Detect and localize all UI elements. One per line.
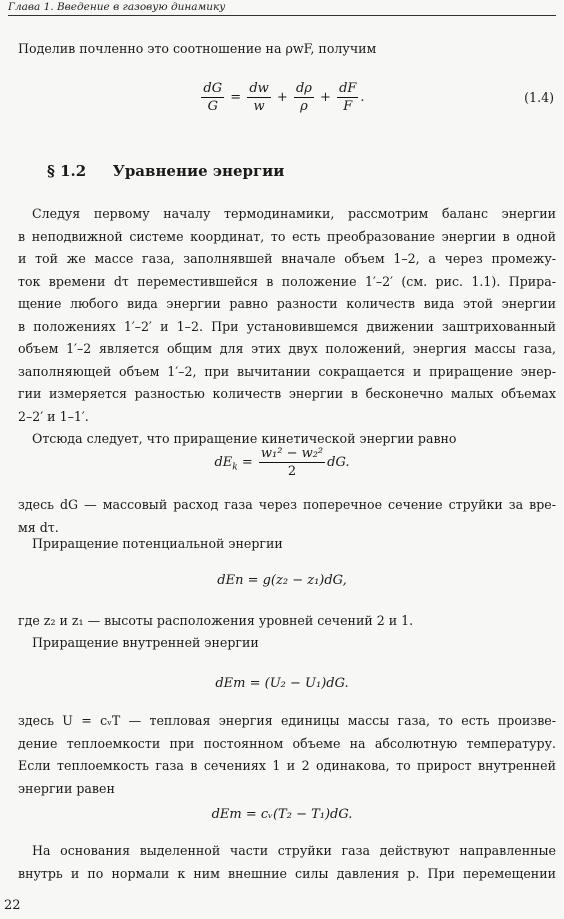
paragraph-pressure-forces [18,840,556,885]
running-title: Глава 1. Введение в газовую динамику [8,1,226,13]
section-heading [47,162,284,180]
text-line: гии измеряется разностью количеств энергии в бесконечно малых объемах [18,386,556,401]
eq1-lhs-num: dG [203,81,223,96]
text-line: Если теплоемкость газа в сечениях 1 и 2 одинакова, то прирост внутренней [18,758,556,773]
potential-intro: Приращение потенциальной энергии [32,536,283,551]
fraction-lhs [201,80,224,115]
eq2-num: w₁² − w₂² [260,446,324,461]
text-line: мя dτ. [18,519,59,535]
paragraph-heat-energy [18,710,556,800]
kinetic-intro: Отсюда следует, что приращение кинетической энергии равно [32,431,457,446]
equation-potential: dEп = g(z₂ − z₁)dG, [217,573,347,588]
text-line: здесь U = cᵥT — тепловая энергия единицы массы газа, то есть произве- [18,713,556,728]
eq1-t1-den: w [253,99,265,114]
text-line: и той же массе газа, заполнявшей вначале объем 1–2, а через промежу- [18,251,556,266]
eq1-t2-den: ρ [300,99,308,114]
eq1-t3-den: F [343,99,353,114]
intro-line: Поделив почленно это соотношение на ρwF, получим [18,41,377,56]
equation-1-4: $\frac{dG}{G}$ = $\frac{dw}{w}$ + $\frac{d\rho}{\rho}$ + $\frac{dF}{F}$ . (1.4) [203,81,554,114]
text-line: в положениях 1′–2′ и 1–2. При установившемся движении заштрихованный [18,318,556,334]
eq2-lhs-sub: k [232,462,238,473]
paragraph-energy-balance [18,203,556,428]
eq1-lhs-den: G [207,99,218,114]
text-line: дение теплоемкости при постоянном объеме на абсолютную температуру. [18,735,556,751]
section-number: § 1.2 [47,162,87,180]
text-line: 2–2′ и 1–1′. [18,408,89,424]
eq1-t3-num: dF [339,81,357,96]
text-line: энергии равен [18,780,115,796]
text-line: объем 1′–2 является общим для этих двух положений, энергия массы газа, [18,341,556,356]
text-line: в неподвижной системе координат, то есть преобразование энергии в одной [18,228,556,244]
eq1-t2-num: dρ [295,81,312,96]
text-line: ток времени dτ переместившейся в положение 1′–2′ (см. рис. 1.1). Прира- [18,273,556,289]
equation-kinetic: $dE_k$ = $\frac{\text{w₁² − w₂²}}{2}$ dG. [214,446,350,479]
fraction-t1 [247,80,270,115]
equation-number: (1.4) [524,90,554,105]
text-line: внутрь и по нормали к ним внешние силы давления p. При перемещении [18,865,556,881]
eq2-rhs: dG. [327,455,350,470]
text-line: заполняющей объем 1′–2, при вычитании сокращается и приращение энер- [18,363,556,379]
page-number: 22 [4,898,21,913]
text-line: щение любого вида энергии равно разности количеств вида этой энергии [18,296,556,311]
text-line: На основания выделенной части струйки газа действуют направленные [32,843,556,858]
equation-internal-cv: dEm = cᵥ(T₂ − T₁)dG. [211,807,353,822]
running-header [8,0,556,16]
eq1-t1-num: dw [249,81,269,96]
internal-intro: Приращение внутренней энергии [32,635,259,650]
eq2-lhs: dE [214,455,233,470]
heights-line: где z₂ и z₁ — высоты расположения уровней сечений 2 и 1. [18,613,414,628]
eq2-den: 2 [287,464,297,479]
text-line: здесь dG — массовый расход газа через поперечное сечение струйки за вре- [18,497,556,512]
fraction-t3 [337,80,358,115]
text-line: Следуя первому началу термодинамики, рассмотрим баланс энергии [32,206,556,221]
fraction-kinetic [259,445,325,480]
section-title: Уравнение энергии [112,162,285,180]
fraction-t2 [294,80,314,115]
equation-internal: dEm = (U₂ − U₁)dG. [215,676,349,691]
